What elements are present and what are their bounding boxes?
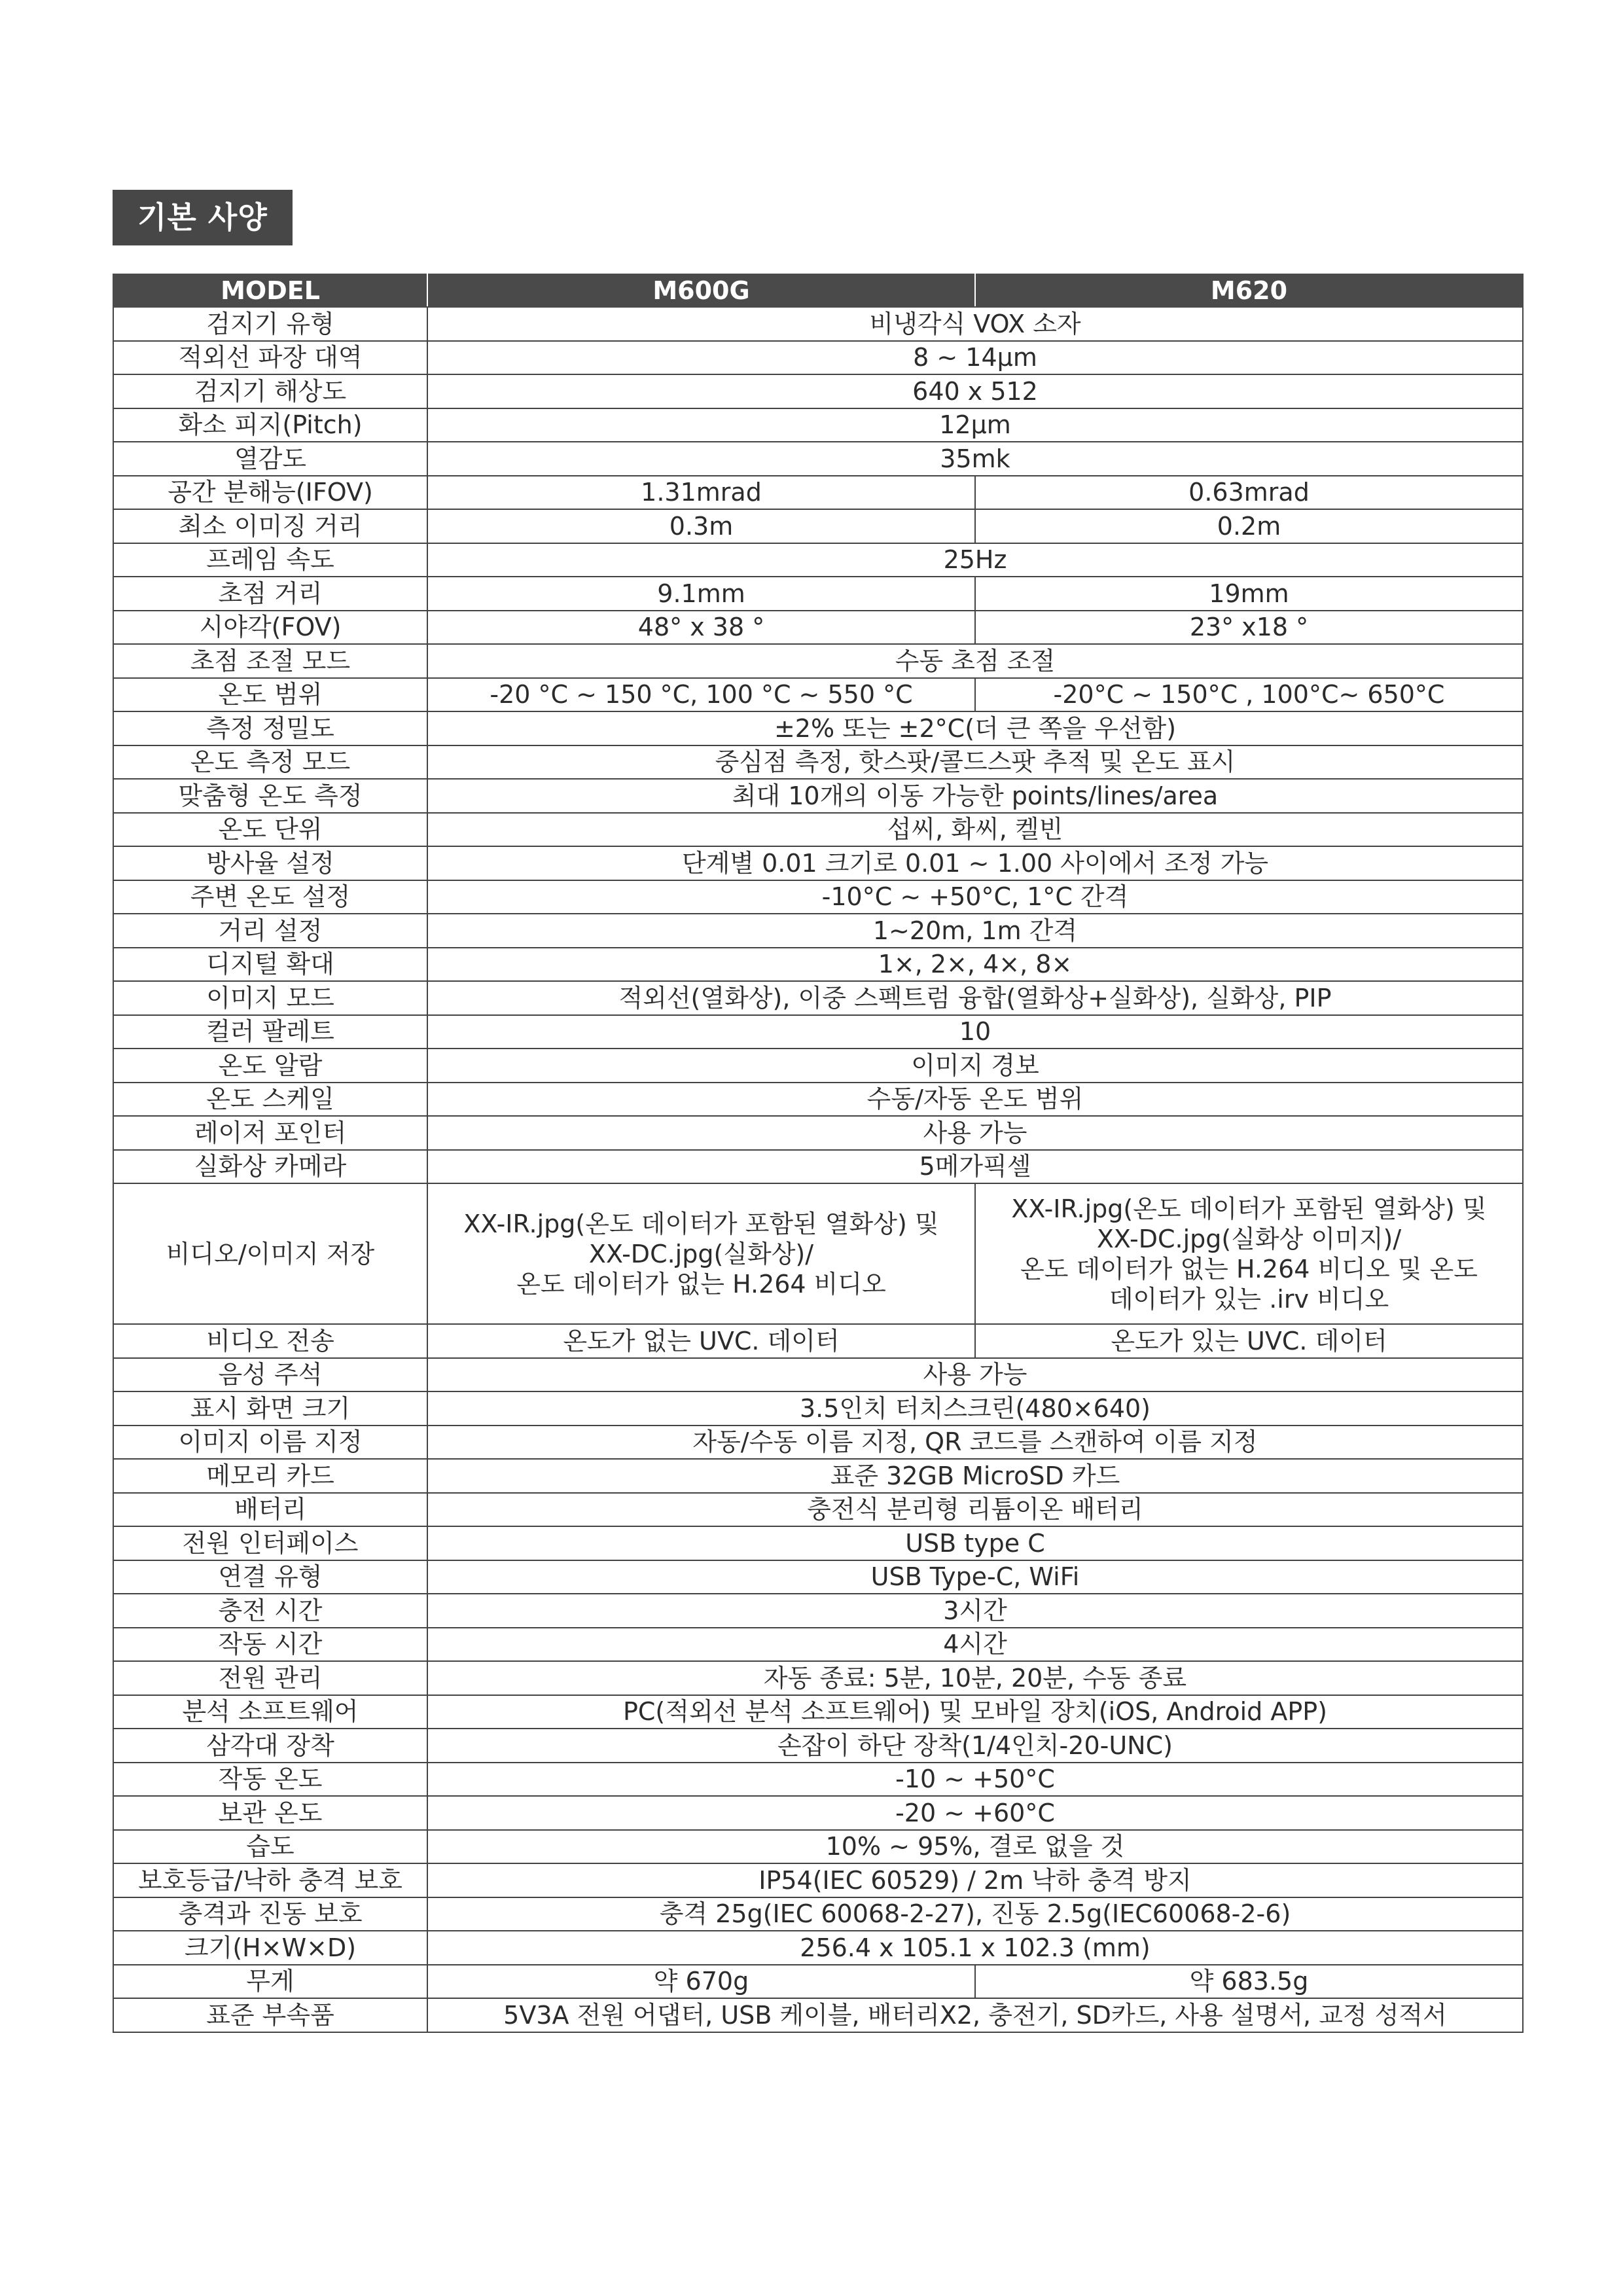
table-row — [113, 611, 1523, 645]
spec-value-shared: 4시간 — [427, 1628, 1523, 1662]
spec-value-shared: 35mk — [427, 442, 1523, 476]
spec-value-shared: 5메가픽셀 — [427, 1150, 1523, 1184]
spec-label: 최소 이미징 거리 — [113, 509, 427, 543]
spec-label: 충격과 진동 보호 — [113, 1897, 427, 1931]
spec-label: 초점 거리 — [113, 577, 427, 611]
spec-value-shared: 손잡이 하단 장착(1/4인치-20-UNC) — [427, 1729, 1523, 1763]
spec-table — [113, 274, 1524, 2033]
spec-value-shared: USB Type-C, WiFi — [427, 1560, 1523, 1594]
spec-label: 맞춤형 온도 측정 — [113, 779, 427, 813]
spec-label: 크기(H×W×D) — [113, 1931, 427, 1965]
spec-value-text: XX-IR.jpg(온도 데이터가 포함된 열화상) 및 XX-DC.jpg(실화상 이미지)/ 온도 데이터가 없는 H.264 비디오 및 온도 데이터가 있는 .irv 비디오 — [1011, 1194, 1487, 1314]
spec-value-shared: 수동/자동 온도 범위 — [427, 1083, 1523, 1117]
spec-value-m620: 19mm — [975, 577, 1523, 611]
spec-value-shared: 8 ~ 14μm — [427, 341, 1523, 375]
spec-label: 온도 측정 모드 — [113, 745, 427, 780]
spec-label: 비디오/이미지 저장 — [113, 1183, 427, 1324]
table-row — [113, 1391, 1523, 1426]
spec-value-m600g: 48° x 38 ° — [427, 611, 975, 645]
spec-label: 이미지 모드 — [113, 981, 427, 1015]
table-row — [113, 948, 1523, 982]
table-row — [113, 813, 1523, 847]
table-row — [113, 880, 1523, 914]
spec-label: 온도 범위 — [113, 678, 427, 712]
spec-value-m600g: 0.3m — [427, 509, 975, 543]
spec-label: 전원 인터페이스 — [113, 1526, 427, 1560]
spec-value-shared: 최대 10개의 이동 가능한 points/lines/area — [427, 779, 1523, 813]
section-title: 기본 사양 — [113, 190, 293, 245]
spec-label: 삼각대 장착 — [113, 1729, 427, 1763]
spec-value-m600g: 온도가 없는 UVC. 데이터 — [427, 1324, 975, 1358]
spec-value-shared: -10°C ~ +50°C, 1°C 간격 — [427, 880, 1523, 914]
spec-value-shared: 단계별 0.01 크기로 0.01 ~ 1.00 사이에서 조정 가능 — [427, 846, 1523, 880]
header-model: MODEL — [113, 274, 427, 307]
table-row — [113, 1324, 1523, 1358]
spec-label: 초점 조절 모드 — [113, 644, 427, 678]
spec-value-shared: -20 ~ +60°C — [427, 1796, 1523, 1830]
table-row — [113, 1796, 1523, 1830]
spec-value-m600g: 1.31mrad — [427, 476, 975, 510]
spec-value-shared: 10 — [427, 1015, 1523, 1049]
spec-value-shared: 5V3A 전원 어댑터, USB 케이블, 배터리X2, 충전기, SD카드, 사용 설명서, 교정 성적서 — [427, 1998, 1523, 2032]
table-row — [113, 1729, 1523, 1763]
spec-value-m600g: 약 670g — [427, 1965, 975, 1999]
spec-label: 음성 주석 — [113, 1358, 427, 1392]
spec-label: 무게 — [113, 1965, 427, 1999]
table-row — [113, 1863, 1523, 1897]
table-row — [113, 1150, 1523, 1184]
table-row — [113, 1358, 1523, 1392]
spec-label: 화소 피지(Pitch) — [113, 408, 427, 442]
table-row — [113, 1015, 1523, 1049]
spec-label: 습도 — [113, 1830, 427, 1864]
spec-label: 메모리 카드 — [113, 1459, 427, 1493]
spec-value-shared: 자동/수동 이름 지정, QR 코드를 스캔하여 이름 지정 — [427, 1426, 1523, 1460]
spec-value-shared: 섭씨, 화씨, 켈빈 — [427, 813, 1523, 847]
table-row — [113, 1998, 1523, 2032]
spec-value-shared: 25Hz — [427, 543, 1523, 577]
table-row — [113, 1526, 1523, 1560]
spec-value-m620: 0.2m — [975, 509, 1523, 543]
table-row — [113, 577, 1523, 611]
spec-label: 방사율 설정 — [113, 846, 427, 880]
spec-value-m600g — [427, 1183, 975, 1324]
table-row — [113, 1594, 1523, 1628]
spec-label: 거리 설정 — [113, 914, 427, 948]
spec-label: 적외선 파장 대역 — [113, 341, 427, 375]
table-row — [113, 1116, 1523, 1150]
spec-value-shared: USB type C — [427, 1526, 1523, 1560]
spec-label: 컬러 팔레트 — [113, 1015, 427, 1049]
table-row — [113, 1493, 1523, 1527]
spec-label: 연결 유형 — [113, 1560, 427, 1594]
table-row — [113, 745, 1523, 780]
spec-label: 작동 온도 — [113, 1763, 427, 1797]
spec-label: 온도 스케일 — [113, 1083, 427, 1117]
spec-label: 비디오 전송 — [113, 1324, 427, 1358]
table-row — [113, 644, 1523, 678]
spec-value-shared: 적외선(열화상), 이중 스펙트럼 융합(열화상+실화상), 실화상, PIP — [427, 981, 1523, 1015]
spec-label: 표시 화면 크기 — [113, 1391, 427, 1426]
table-row — [113, 846, 1523, 880]
table-row — [113, 543, 1523, 577]
table-row — [113, 1426, 1523, 1460]
table-row — [113, 476, 1523, 510]
spec-label: 분석 소프트웨어 — [113, 1695, 427, 1729]
spec-label: 보호등급/낙하 충격 보호 — [113, 1863, 427, 1897]
table-body — [113, 307, 1523, 2032]
spec-value-shared: -10 ~ +50°C — [427, 1763, 1523, 1797]
spec-value-m620 — [975, 1183, 1523, 1324]
table-row — [113, 374, 1523, 408]
spec-label: 작동 시간 — [113, 1628, 427, 1662]
table-row — [113, 1830, 1523, 1864]
spec-value-shared: 640 x 512 — [427, 374, 1523, 408]
table-row — [113, 509, 1523, 543]
spec-label: 프레임 속도 — [113, 543, 427, 577]
spec-value-m620: 약 683.5g — [975, 1965, 1523, 1999]
table-row — [113, 981, 1523, 1015]
spec-value-shared: 3.5인치 터치스크린(480×640) — [427, 1391, 1523, 1426]
spec-value-shared: 12μm — [427, 408, 1523, 442]
spec-value-shared: 사용 가능 — [427, 1358, 1523, 1392]
table-row — [113, 1931, 1523, 1965]
table-row — [113, 1049, 1523, 1083]
spec-value-m620: 0.63mrad — [975, 476, 1523, 510]
spec-value-shared: 표준 32GB MicroSD 카드 — [427, 1459, 1523, 1493]
table-row — [113, 1965, 1523, 1999]
table-row — [113, 1459, 1523, 1493]
spec-value-m600g: -20 °C ~ 150 °C, 100 °C ~ 550 °C — [427, 678, 975, 712]
table-row — [113, 1763, 1523, 1797]
table-row — [113, 1695, 1523, 1729]
spec-label: 시야각(FOV) — [113, 611, 427, 645]
spec-value-shared: 충전식 분리형 리튬이온 배터리 — [427, 1493, 1523, 1527]
spec-label: 배터리 — [113, 1493, 427, 1527]
header-m620: M620 — [975, 274, 1523, 307]
spec-label: 온도 알람 — [113, 1049, 427, 1083]
spec-value-m620: 온도가 있는 UVC. 데이터 — [975, 1324, 1523, 1358]
spec-value-shared: 충격 25g(IEC 60068-2-27), 진동 2.5g(IEC60068-2-6) — [427, 1897, 1523, 1931]
spec-value-shared: 10% ~ 95%, 결로 없을 것 — [427, 1830, 1523, 1864]
table-row — [113, 442, 1523, 476]
spec-label: 실화상 카메라 — [113, 1150, 427, 1184]
table-row — [113, 1897, 1523, 1931]
table-row — [113, 307, 1523, 341]
table-row — [113, 1083, 1523, 1117]
table-row — [113, 914, 1523, 948]
table-row — [113, 341, 1523, 375]
spec-label: 디지털 확대 — [113, 948, 427, 982]
spec-value-shared: PC(적외선 분석 소프트웨어) 및 모바일 장치(iOS, Android APP) — [427, 1695, 1523, 1729]
spec-value-shared: 이미지 경보 — [427, 1049, 1523, 1083]
spec-label: 열감도 — [113, 442, 427, 476]
table-row — [113, 408, 1523, 442]
spec-value-shared: 3시간 — [427, 1594, 1523, 1628]
spec-value-m620: -20°C ~ 150°C , 100°C~ 650°C — [975, 678, 1523, 712]
spec-value-text: XX-IR.jpg(온도 데이터가 포함된 열화상) 및 XX-DC.jpg(실화상)/ 온도 데이터가 없는 H.264 비디오 — [463, 1209, 939, 1299]
table-header-row — [113, 274, 1523, 307]
header-m600g: M600G — [427, 274, 975, 307]
spec-value-m600g: 9.1mm — [427, 577, 975, 611]
spec-label: 주변 온도 설정 — [113, 880, 427, 914]
spec-value-shared: 1×, 2×, 4×, 8× — [427, 948, 1523, 982]
table-row — [113, 1628, 1523, 1662]
spec-label: 온도 단위 — [113, 813, 427, 847]
spec-label: 충전 시간 — [113, 1594, 427, 1628]
table-row — [113, 1661, 1523, 1695]
table-row — [113, 711, 1523, 745]
spec-value-shared: 사용 가능 — [427, 1116, 1523, 1150]
spec-label: 측정 정밀도 — [113, 711, 427, 745]
spec-value-shared: 256.4 x 105.1 x 102.3 (mm) — [427, 1931, 1523, 1965]
spec-label: 보관 온도 — [113, 1796, 427, 1830]
spec-value-shared: 자동 종료: 5분, 10분, 20분, 수동 종료 — [427, 1661, 1523, 1695]
spec-value-shared: 수동 초점 조절 — [427, 644, 1523, 678]
table-row — [113, 1183, 1523, 1324]
spec-value-shared: 중심점 측정, 핫스팟/콜드스팟 추적 및 온도 표시 — [427, 745, 1523, 780]
spec-value-shared: ±2% 또는 ±2°C(더 큰 쪽을 우선함) — [427, 711, 1523, 745]
table-row — [113, 779, 1523, 813]
spec-label: 검지기 유형 — [113, 307, 427, 341]
spec-label: 전원 관리 — [113, 1661, 427, 1695]
spec-label: 레이저 포인터 — [113, 1116, 427, 1150]
spec-label: 공간 분해능(IFOV) — [113, 476, 427, 510]
table-row — [113, 1560, 1523, 1594]
spec-label: 표준 부속품 — [113, 1998, 427, 2032]
spec-value-shared: IP54(IEC 60529) / 2m 낙하 충격 방지 — [427, 1863, 1523, 1897]
spec-value-shared: 비냉각식 VOX 소자 — [427, 307, 1523, 341]
spec-label: 이미지 이름 지정 — [113, 1426, 427, 1460]
spec-value-shared: 1~20m, 1m 간격 — [427, 914, 1523, 948]
table-row — [113, 678, 1523, 712]
spec-value-m620: 23° x18 ° — [975, 611, 1523, 645]
spec-label: 검지기 해상도 — [113, 374, 427, 408]
